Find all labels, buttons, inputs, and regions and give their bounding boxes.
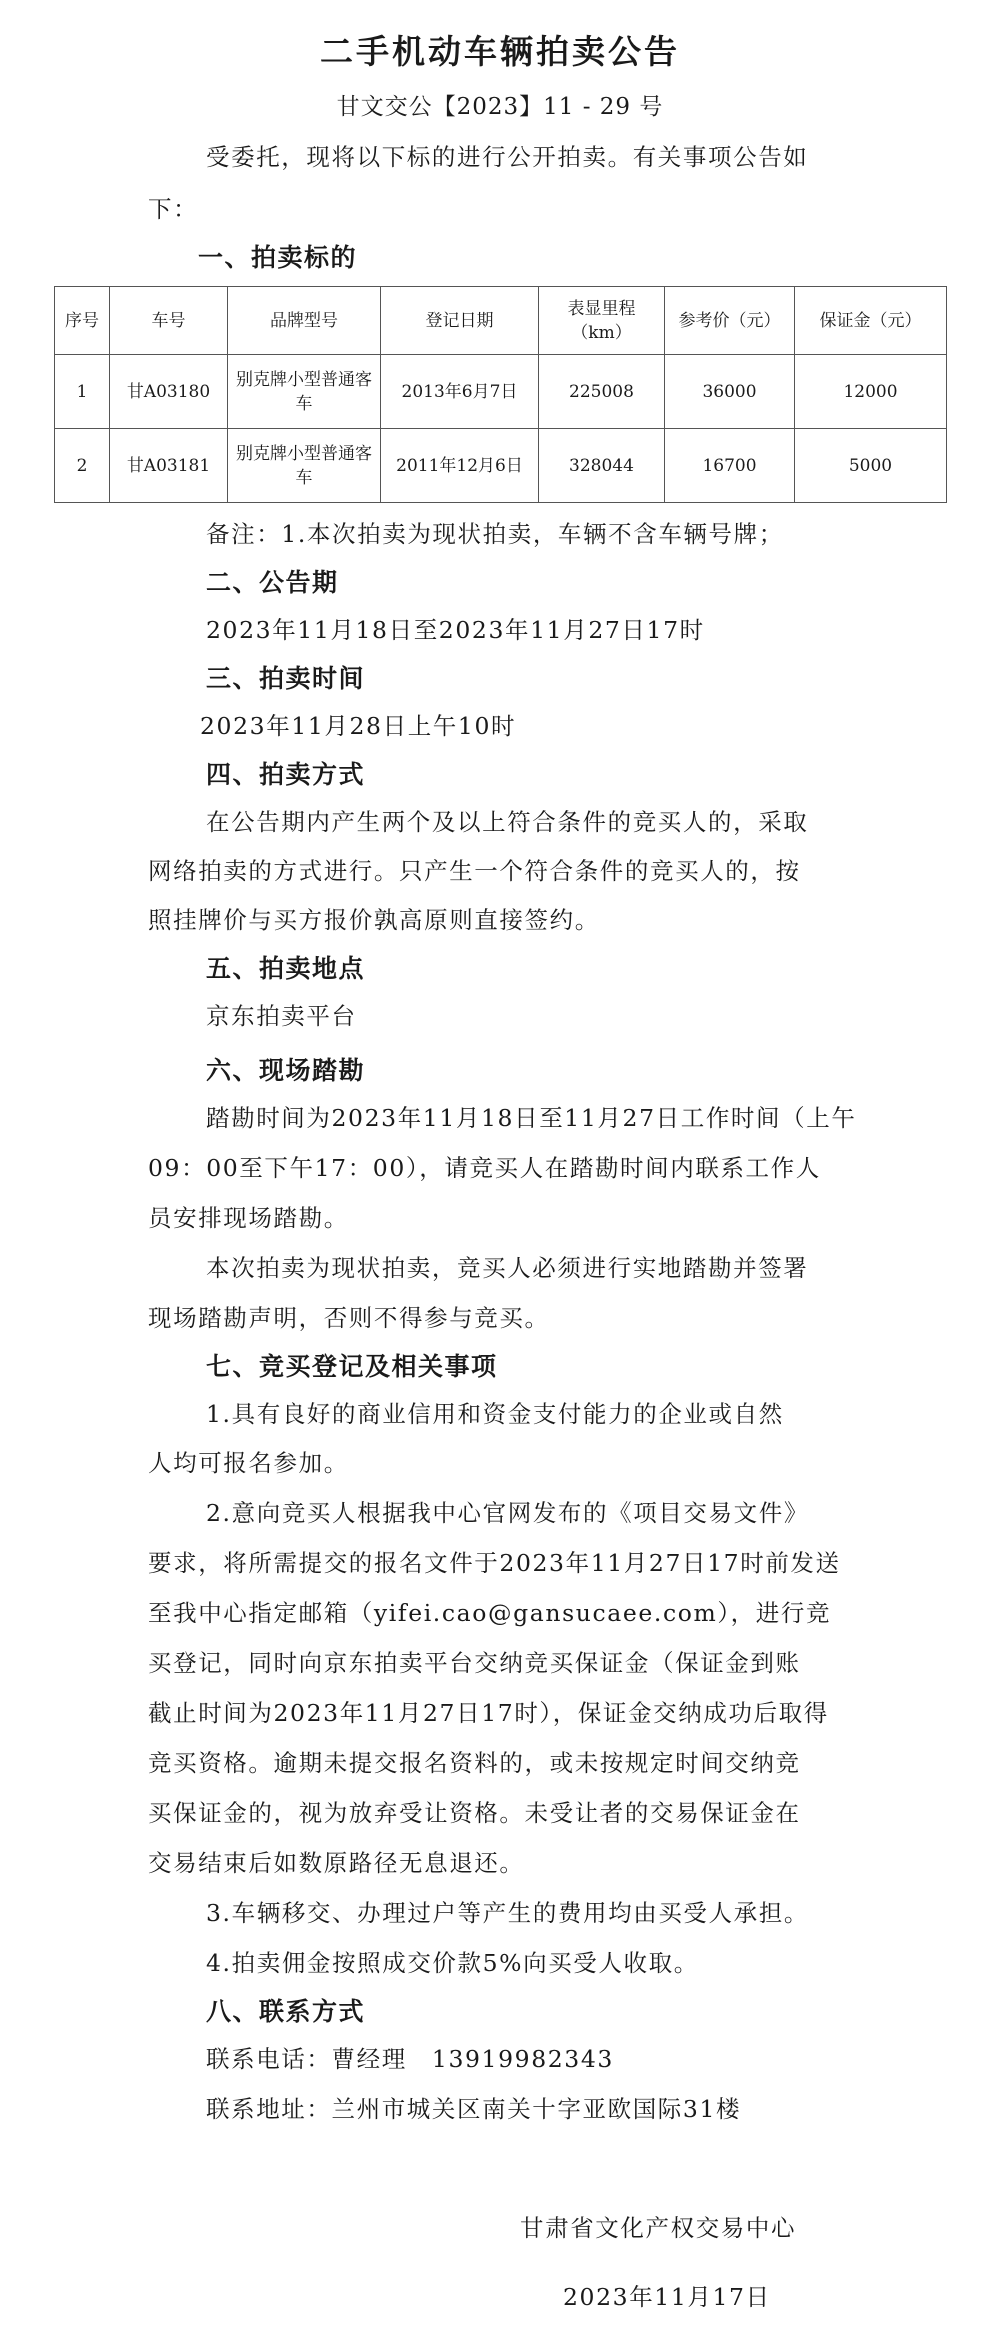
- section-6-line: 本次拍卖为现状拍卖，竞买人必须进行实地踏勘并签署: [206, 1254, 809, 1282]
- issue-date: 2023年11月17日: [563, 2283, 771, 2311]
- section-7-heading: 七、竞买登记及相关事项: [206, 1352, 498, 1381]
- section-7-line: 要求，将所需提交的报名文件于2023年11月27日17时前发送: [148, 1549, 841, 1577]
- section-4-line: 在公告期内产生两个及以上符合条件的竞买人的，采取: [206, 808, 809, 836]
- section-7-line: 买登记，同时向京东拍卖平台交纳竞买保证金（保证金到账: [148, 1649, 801, 1677]
- auction-items-table: [54, 286, 947, 503]
- section-7-line: 4.拍卖佣金按照成交价款5%向买受人收取。: [206, 1949, 699, 1977]
- section-6-heading: 六、现场踏勘: [206, 1056, 366, 1085]
- section-7-line: 2.意向竞买人根据我中心官网发布的《项目交易文件》: [206, 1499, 809, 1527]
- section-7-line: 交易结束后如数原路径无息退还。: [148, 1849, 525, 1877]
- table-note: 备注：1.本次拍卖为现状拍卖，车辆不含车辆号牌；: [206, 520, 784, 548]
- table-cell: 别克牌小型普通客车: [228, 355, 381, 429]
- table-row: [55, 429, 947, 503]
- section-4-heading: 四、拍卖方式: [206, 760, 366, 789]
- section-5-heading: 五、拍卖地点: [206, 954, 366, 983]
- section-7-line: 截止时间为2023年11月27日17时），保证金交纳成功后取得: [148, 1699, 829, 1727]
- auction-venue: 京东拍卖平台: [206, 1002, 357, 1030]
- table-cell: 12000: [795, 355, 947, 429]
- section-7-line: 1.具有良好的商业信用和资金支付能力的企业或自然: [206, 1400, 784, 1428]
- announcement-period: 2023年11月18日至2023年11月27日17时: [206, 616, 705, 644]
- table-cell: 2013年6月7日: [381, 355, 539, 429]
- auction-time: 2023年11月28日上午10时: [200, 712, 517, 740]
- intro-line-1: 受委托，现将以下标的进行公开拍卖。有关事项公告如: [206, 143, 809, 171]
- table-header-cell: 车号: [110, 287, 228, 355]
- section-8-heading: 八、联系方式: [206, 1997, 366, 2026]
- section-3-heading: 三、拍卖时间: [206, 664, 366, 693]
- table-header-cell: 序号: [55, 287, 110, 355]
- section-4-line: 照挂牌价与买方报价孰高原则直接签约。: [148, 906, 600, 934]
- table-header-cell: 品牌型号: [228, 287, 381, 355]
- section-7-line: 人均可报名参加。: [148, 1449, 349, 1477]
- table-header-row: [55, 287, 947, 355]
- section-2-heading: 二、公告期: [206, 568, 339, 597]
- table-cell: 5000: [795, 429, 947, 503]
- contact-phone: 联系电话：曹经理 13919982343: [206, 2045, 614, 2073]
- section-6-line: 09：00至下午17：00），请竞买人在踏勘时间内联系工作人: [148, 1154, 821, 1182]
- section-7-line: 买保证金的，视为放弃受让资格。未受让者的交易保证金在: [148, 1799, 801, 1827]
- table-header-cell: 保证金（元）: [795, 287, 947, 355]
- table-header-cell: 参考价（元）: [665, 287, 795, 355]
- section-7-line: 竞买资格。逾期未提交报名资料的，或未按规定时间交纳竞: [148, 1749, 801, 1777]
- table-cell: 2: [55, 429, 110, 503]
- intro-line-2: 下：: [148, 195, 199, 223]
- table-cell: 别克牌小型普通客车: [228, 429, 381, 503]
- section-1-heading: 一、拍卖标的: [198, 243, 358, 272]
- table-row: [55, 355, 947, 429]
- table-header-cell: 表显里程（km）: [539, 287, 665, 355]
- table-cell: 甘A03180: [110, 355, 228, 429]
- section-4-line: 网络拍卖的方式进行。只产生一个符合条件的竞买人的，按: [148, 857, 801, 885]
- issuer-organization: 甘肃省文化产权交易中心: [520, 2214, 797, 2242]
- table-cell: 2011年12月6日: [381, 429, 539, 503]
- section-7-line: 至我中心指定邮箱（yifei.cao@gansucaee.com），进行竞: [148, 1599, 832, 1627]
- document-title: 二手机动车辆拍卖公告: [320, 32, 680, 71]
- table-header-cell: 登记日期: [381, 287, 539, 355]
- section-6-line: 现场踏勘声明，否则不得参与竞买。: [148, 1304, 550, 1332]
- table-cell: 36000: [665, 355, 795, 429]
- contact-address: 联系地址：兰州市城关区南关十字亚欧国际31楼: [206, 2095, 742, 2123]
- table-cell: 225008: [539, 355, 665, 429]
- table-cell: 328044: [539, 429, 665, 503]
- table-cell: 甘A03181: [110, 429, 228, 503]
- section-6-line: 员安排现场踏勘。: [148, 1204, 349, 1232]
- document-number: 甘文交公【2023】11 - 29 号: [336, 94, 664, 120]
- table-cell: 1: [55, 355, 110, 429]
- table-cell: 16700: [665, 429, 795, 503]
- section-6-line: 踏勘时间为2023年11月18日至11月27日工作时间（上午: [206, 1104, 857, 1132]
- section-7-line: 3.车辆移交、办理过户等产生的费用均由买受人承担。: [206, 1899, 809, 1927]
